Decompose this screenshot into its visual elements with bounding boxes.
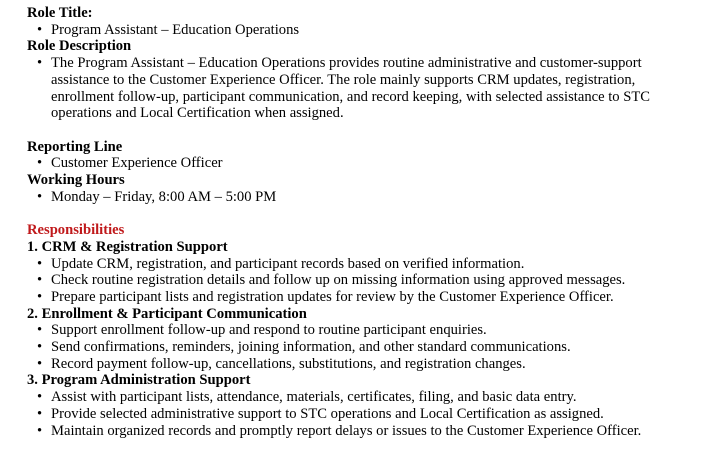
list-item: • Support enrollment follow-up and respond to routine participant enquiries.: [27, 322, 687, 339]
section-title-enrollment: 2. Enrollment & Participant Communication: [27, 305, 307, 322]
section-list-crm: [27, 256, 687, 306]
list-item: • Monday – Friday, 8:00 AM – 5:00 PM: [27, 189, 687, 206]
list-item: • The Program Assistant – Education Operations provides routine administrative and customer-support assistance to the Customer Experience Officer. The role mainly supports CRM updates, registration, enrollment follow-up, participant communication, and record keeping, with selected assistance to STC operations and Local Certification when assigned.: [27, 55, 687, 122]
list-item: • Check routine registration details and follow up on missing information using approved messages.: [27, 272, 687, 289]
working-hours-list: [27, 189, 687, 206]
section-list-program-admin: [27, 389, 687, 439]
reporting-line-heading: Reporting Line: [27, 138, 123, 155]
role-description-list: [27, 55, 687, 122]
working-hours-heading: Working Hours: [27, 172, 125, 189]
list-item: • Record payment follow-up, cancellations, substitutions, and registration changes.: [27, 356, 687, 373]
reporting-line-list: [27, 155, 687, 172]
responsibilities-heading: Responsibilities: [27, 222, 125, 239]
list-item: • Maintain organized records and promptly report delays or issues to the Customer Experience Officer.: [27, 423, 687, 440]
section-title-crm: 1. CRM & Registration Support: [27, 238, 228, 255]
list-item: • Program Assistant – Education Operations: [27, 22, 687, 39]
role-description-heading: Role Description: [27, 38, 132, 55]
role-title-list: [27, 22, 687, 39]
list-item: • Customer Experience Officer: [27, 155, 687, 172]
role-title-heading: Role Title:: [27, 5, 93, 21]
section-title-program-admin: 3. Program Administration Support: [27, 372, 251, 389]
spacer: [27, 205, 687, 222]
list-item: • Assist with participant lists, attendance, materials, certificates, filing, and basic data entry.: [27, 389, 687, 406]
document-page: [27, 5, 687, 439]
list-item: • Send confirmations, reminders, joining information, and other standard communications.: [27, 339, 687, 356]
section-list-enrollment: [27, 322, 687, 372]
list-item: • Update CRM, registration, and participant records based on verified information.: [27, 256, 687, 273]
spacer: [27, 122, 687, 139]
list-item: • Prepare participant lists and registration updates for review by the Customer Experience Officer.: [27, 289, 687, 306]
list-item: • Provide selected administrative support to STC operations and Local Certification as assigned.: [27, 406, 687, 423]
